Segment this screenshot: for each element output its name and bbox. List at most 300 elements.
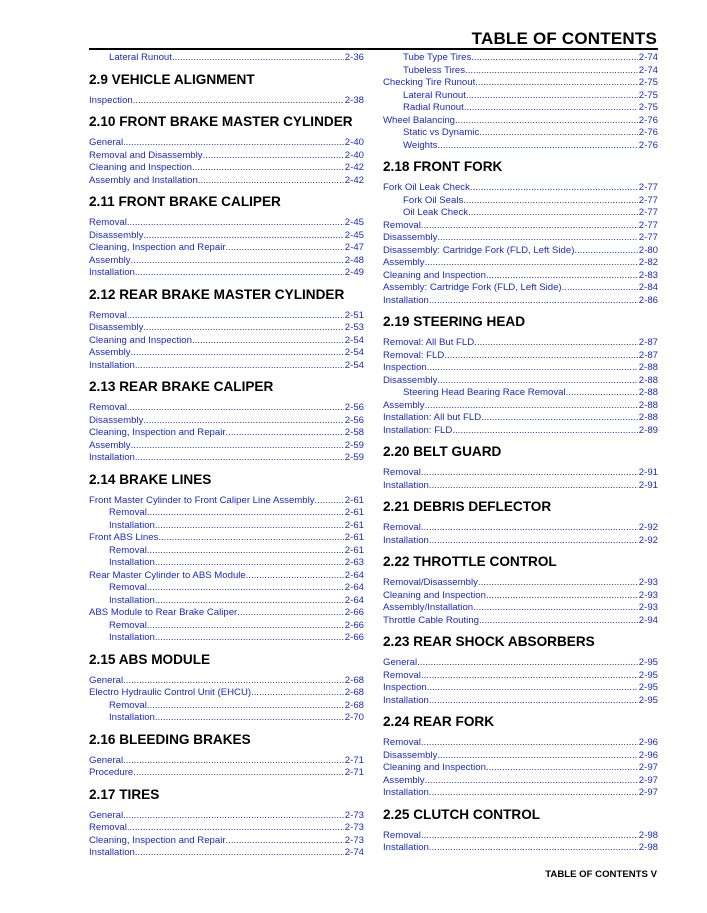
- toc-entry-page: 2-88: [638, 387, 658, 398]
- toc-entry-link[interactable]: [383, 65, 658, 78]
- toc-entry-page: 2-63: [344, 557, 364, 568]
- dot-leader: [429, 295, 638, 308]
- toc-entry-title: Assembly: [89, 254, 131, 266]
- toc-entry-title: Rear Master Cylinder to ABS Module: [89, 569, 246, 581]
- toc-entry-link[interactable]: [89, 835, 364, 848]
- toc-entry-title: Installation: [383, 842, 429, 853]
- toc-entry-page: 2-74: [638, 52, 658, 63]
- page-footer: TABLE OF CONTENTS V: [545, 869, 657, 880]
- dot-leader: [463, 195, 638, 208]
- dot-leader: [429, 842, 638, 855]
- toc-entry-link[interactable]: [383, 480, 658, 493]
- dot-leader: [486, 590, 638, 603]
- dot-leader: [475, 77, 638, 90]
- toc-entry-link[interactable]: [89, 267, 364, 280]
- toc-entry-link[interactable]: [89, 360, 364, 373]
- section-heading: 2.10 FRONT BRAKE MASTER CYLINDER: [89, 114, 353, 129]
- dot-leader: [421, 467, 638, 480]
- section-heading: 2.15 ABS MODULE: [89, 651, 211, 667]
- toc-entry-link[interactable]: [89, 755, 364, 768]
- toc-entry-title: Assembly and Installation: [89, 174, 198, 186]
- dot-leader: [466, 90, 638, 103]
- dot-leader: [452, 425, 637, 438]
- toc-entry-title: Removal: [383, 522, 421, 533]
- toc-entry-link[interactable]: [89, 767, 364, 780]
- toc-entry-link[interactable]: [383, 337, 658, 350]
- toc-entry-page: 2-64: [344, 594, 364, 606]
- toc-entry-page: 2-36: [344, 52, 364, 63]
- toc-entry-page: 2-61: [344, 519, 364, 531]
- toc-entry-link[interactable]: [89, 402, 364, 415]
- toc-entry-title: Inspection: [89, 94, 133, 106]
- dot-leader: [198, 175, 344, 188]
- dot-leader: [155, 712, 344, 725]
- toc-entry-page: 2-80: [638, 244, 658, 256]
- toc-entry-link[interactable]: [89, 632, 364, 645]
- dot-leader: [425, 775, 638, 788]
- toc-entry-title: Fork Oil Seals: [403, 194, 464, 206]
- toc-entry-title: Removal: [109, 699, 147, 711]
- toc-entry-title: Disassembly: [383, 232, 438, 243]
- section-heading: 2.23 REAR SHOCK ABSORBERS: [383, 634, 595, 649]
- toc-entry-page: 2-42: [344, 162, 364, 173]
- toc-entry-link[interactable]: [383, 400, 658, 413]
- toc-entry-link[interactable]: [89, 230, 364, 243]
- toc-entry-title: Lateral Runout: [403, 89, 466, 101]
- toc-entry-page: 2-76: [638, 114, 658, 126]
- toc-entry-page: 2-86: [638, 294, 658, 306]
- toc-entry-link[interactable]: [383, 270, 658, 283]
- toc-entry-page: 2-54: [344, 334, 364, 346]
- dot-leader: [147, 700, 344, 713]
- toc-entry-title: Installation: [109, 594, 155, 606]
- dot-leader: [479, 615, 638, 628]
- toc-entry-title: Assembly: [383, 399, 425, 411]
- toc-entry-link[interactable]: [383, 90, 658, 103]
- toc-entry-link[interactable]: [89, 137, 364, 150]
- toc-entry-link[interactable]: [89, 847, 364, 860]
- dot-leader: [172, 52, 344, 65]
- toc-entry-page: 2-58: [344, 427, 364, 438]
- toc-entry-link[interactable]: [383, 207, 658, 220]
- toc-entry-title: Installation: [383, 787, 429, 798]
- toc-entry-title: Cleaning and Inspection: [89, 334, 192, 346]
- toc-entry-page: 2-97: [638, 774, 658, 786]
- section-heading: 2.9 VEHICLE ALIGNMENT: [89, 71, 255, 87]
- section-heading: 2.13 REAR BRAKE CALIPER: [89, 379, 274, 394]
- toc-entry-title: Inspection: [383, 682, 427, 693]
- toc-entry-link[interactable]: [383, 522, 658, 535]
- dot-leader: [127, 310, 344, 323]
- toc-entry-link[interactable]: [89, 310, 364, 323]
- dot-leader: [427, 682, 638, 695]
- toc-entry-title: General: [89, 754, 124, 766]
- dot-leader: [566, 387, 638, 400]
- dot-leader: [123, 675, 344, 688]
- toc-entry-link[interactable]: [383, 52, 658, 65]
- toc-entry-link[interactable]: [383, 670, 658, 683]
- toc-entry-page: 2-54: [344, 347, 364, 358]
- toc-entry-page: 2-83: [638, 269, 658, 281]
- toc-entry-title: Cleaning, Inspection and Repair: [89, 242, 226, 253]
- toc-entry-title: Removal: FLD: [383, 349, 445, 361]
- dot-leader: [192, 162, 344, 175]
- toc-entry-link[interactable]: [89, 150, 364, 163]
- toc-right-column: [383, 52, 658, 855]
- dot-leader: [478, 577, 638, 590]
- toc-entry-link[interactable]: [383, 775, 658, 788]
- toc-entry-link[interactable]: [89, 532, 364, 545]
- toc-entry-page: 2-91: [638, 479, 658, 491]
- toc-entry-link[interactable]: [383, 590, 658, 603]
- toc-entry-title: Tubeless Tires: [403, 64, 466, 76]
- toc-entry-link[interactable]: [383, 115, 658, 128]
- toc-entry-link[interactable]: [383, 387, 658, 400]
- dot-leader: [473, 602, 638, 615]
- toc-entry-title: Installation: FLD: [383, 424, 453, 436]
- toc-entry-title: ABS Module to Rear Brake Caliper: [89, 607, 238, 618]
- dot-leader: [429, 480, 638, 493]
- toc-entry-link[interactable]: [383, 220, 658, 233]
- toc-entry-title: Throttle Cable Routing: [383, 614, 479, 626]
- dot-leader: [437, 140, 637, 153]
- toc-entry-link[interactable]: [89, 347, 364, 360]
- toc-entry-title: Removal: [383, 737, 421, 748]
- dot-leader: [429, 787, 638, 800]
- toc-entry-page: 2-97: [638, 762, 658, 773]
- toc-entry-title: Removal: [383, 219, 421, 231]
- toc-entry-page: 2-45: [344, 229, 364, 241]
- dot-leader: [421, 737, 638, 750]
- toc-entry-link[interactable]: [89, 427, 364, 440]
- toc-entry-link[interactable]: [383, 257, 658, 270]
- toc-entry-link[interactable]: [89, 162, 364, 175]
- dot-leader: [429, 695, 638, 708]
- toc-entry-title: Removal: [109, 544, 147, 556]
- dot-leader: [486, 762, 638, 775]
- toc-entry-title: Tube Type Tires: [403, 52, 472, 63]
- toc-entry-page: 2-42: [344, 174, 364, 186]
- toc-entry-page: 2-84: [638, 282, 658, 293]
- toc-entry-link[interactable]: [383, 657, 658, 670]
- toc-entry-link[interactable]: [383, 375, 658, 388]
- toc-entry-page: 2-38: [344, 94, 364, 106]
- toc-entry-page: 2-61: [344, 507, 364, 518]
- toc-entry-title: Installation: [89, 359, 135, 371]
- toc-entry-page: 2-71: [344, 754, 364, 766]
- toc-entry-page: 2-68: [344, 674, 364, 686]
- toc-entry-link[interactable]: [383, 602, 658, 615]
- toc-entry-link[interactable]: [383, 762, 658, 775]
- dot-leader: [574, 245, 637, 258]
- toc-entry-link[interactable]: [89, 712, 364, 725]
- toc-entry-page: 2-45: [344, 217, 364, 228]
- toc-left-column: [89, 52, 364, 860]
- toc-entry-page: 2-93: [638, 577, 658, 588]
- toc-entry-title: Installation: [89, 452, 135, 463]
- toc-entry-title: Cleaning and Inspection: [383, 589, 486, 601]
- toc-entry-title: Removal and Disassembly: [89, 149, 203, 161]
- toc-entry-link[interactable]: [383, 127, 658, 140]
- toc-entry-title: Installation: [109, 632, 155, 643]
- toc-entry-page: 2-95: [638, 694, 658, 706]
- toc-entry-page: 2-66: [344, 619, 364, 631]
- toc-entry-link[interactable]: [383, 412, 658, 425]
- toc-entry-page: 2-77: [638, 194, 658, 206]
- toc-entry-page: 2-70: [344, 712, 364, 723]
- toc-entry-link[interactable]: [89, 507, 364, 520]
- toc-entry-page: 2-59: [344, 452, 364, 463]
- toc-entry-page: 2-92: [638, 534, 658, 546]
- toc-entry-link[interactable]: [89, 440, 364, 453]
- toc-entry-link[interactable]: [89, 95, 364, 108]
- toc-entry-link[interactable]: [383, 787, 658, 800]
- dot-leader: [471, 52, 638, 65]
- toc-entry-link[interactable]: [89, 700, 364, 713]
- toc-entry-link[interactable]: [89, 217, 364, 230]
- toc-entry-link[interactable]: [383, 282, 658, 295]
- toc-entry-link[interactable]: [89, 557, 364, 570]
- toc-entry-title: Assembly/Installation: [383, 602, 474, 613]
- toc-entry-page: 2-75: [638, 102, 658, 113]
- toc-entry-title: Removal: [89, 822, 127, 833]
- toc-entry-link[interactable]: [89, 810, 364, 823]
- toc-entry-title: Installation: [383, 694, 429, 706]
- dot-leader: [123, 810, 344, 823]
- dot-leader: [237, 607, 344, 620]
- dot-leader: [226, 835, 344, 848]
- toc-entry-title: Removal: [109, 619, 147, 631]
- dot-leader: [143, 322, 343, 335]
- dot-leader: [127, 402, 344, 415]
- toc-entry-title: Assembly: [383, 257, 425, 268]
- toc-entry-link[interactable]: [89, 582, 364, 595]
- toc-entry-link[interactable]: [89, 52, 364, 65]
- toc-entry-page: 2-73: [344, 822, 364, 833]
- toc-entry-title: Steering Head Bearing Race Removal: [403, 387, 566, 398]
- toc-entry-page: 2-95: [638, 682, 658, 693]
- toc-entry-page: 2-88: [638, 374, 658, 386]
- toc-entry-link[interactable]: [89, 595, 364, 608]
- toc-entry-link[interactable]: [89, 335, 364, 348]
- toc-entry-link[interactable]: [89, 687, 364, 700]
- toc-entry-page: 2-48: [344, 254, 364, 266]
- toc-entry-title: Installation: [89, 267, 135, 278]
- toc-entry-page: 2-77: [638, 207, 658, 218]
- dot-leader: [246, 570, 344, 583]
- dot-leader: [155, 632, 344, 645]
- section-heading: 2.11 FRONT BRAKE CALIPER: [89, 194, 281, 209]
- toc-entry-link[interactable]: [383, 350, 658, 363]
- toc-entry-page: 2-64: [344, 569, 364, 581]
- toc-entry-link[interactable]: [383, 77, 658, 90]
- toc-entry-link[interactable]: [383, 140, 658, 153]
- dot-leader: [155, 520, 344, 533]
- toc-entry-link[interactable]: [89, 175, 364, 188]
- toc-entry-link[interactable]: [383, 245, 658, 258]
- dot-leader: [455, 115, 638, 128]
- toc-entry-title: Disassembly: [89, 322, 144, 333]
- toc-entry-link[interactable]: [89, 675, 364, 688]
- dot-leader: [437, 750, 637, 763]
- toc-entry-link[interactable]: [89, 520, 364, 533]
- dot-leader: [131, 347, 344, 360]
- dot-leader: [147, 582, 344, 595]
- toc-entry-title: Inspection: [383, 362, 427, 373]
- toc-entry-link[interactable]: [383, 295, 658, 308]
- toc-entry-title: Checking Tire Runout: [383, 77, 476, 88]
- dot-leader: [421, 670, 638, 683]
- toc-entry-page: 2-56: [344, 414, 364, 426]
- toc-entry-link[interactable]: [383, 842, 658, 855]
- toc-entry-title: Static vs Dynamic: [403, 127, 480, 138]
- toc-entry-page: 2-88: [638, 412, 658, 423]
- toc-entry-title: Front Master Cylinder to Front Caliper Line Assembly: [89, 494, 315, 506]
- toc-entry-link[interactable]: [89, 242, 364, 255]
- toc-entry-page: 2-77: [638, 182, 658, 193]
- toc-entry-link[interactable]: [89, 822, 364, 835]
- toc-entry-link[interactable]: [89, 322, 364, 335]
- toc-entry-title: Cleaning, Inspection and Repair: [89, 427, 226, 438]
- toc-entry-link[interactable]: [383, 182, 658, 195]
- toc-entry-link[interactable]: [383, 737, 658, 750]
- toc-entry-title: Cleaning and Inspection: [383, 269, 486, 281]
- toc-entry-title: Disassembly: Cartridge Fork (FLD, Left Side): [383, 244, 575, 256]
- header-rule: [89, 48, 658, 50]
- toc-entry-page: 2-95: [638, 669, 658, 681]
- dot-leader: [479, 127, 638, 140]
- section-heading: 2.25 CLUTCH CONTROL: [383, 806, 541, 822]
- toc-entry-link[interactable]: [383, 577, 658, 590]
- toc-entry-title: Installation: [383, 479, 429, 491]
- toc-entry-link[interactable]: [383, 695, 658, 708]
- toc-entry-page: 2-96: [638, 737, 658, 748]
- toc-entry-page: 2-66: [344, 632, 364, 643]
- toc-entry-title: Removal: [383, 669, 421, 681]
- dot-leader: [133, 767, 344, 780]
- dot-leader: [437, 375, 637, 388]
- toc-entry-page: 2-73: [344, 809, 364, 821]
- dot-leader: [421, 220, 638, 233]
- dot-leader: [135, 452, 344, 465]
- toc-entry-page: 2-77: [638, 232, 658, 243]
- toc-entry-title: Radial Runout: [403, 102, 464, 113]
- toc-entry-link[interactable]: [89, 545, 364, 558]
- toc-entry-title: Installation: [109, 712, 155, 723]
- toc-entry-link[interactable]: [383, 682, 658, 695]
- section-heading: 2.22 THROTTLE CONTROL: [383, 554, 557, 569]
- toc-entry-title: Installation: [109, 519, 155, 531]
- dot-leader: [562, 282, 638, 295]
- dot-leader: [486, 270, 638, 283]
- toc-entry-title: Disassembly: [383, 749, 438, 761]
- toc-entry-page: 2-71: [344, 767, 364, 778]
- toc-entry-link[interactable]: [383, 467, 658, 480]
- toc-entry-link[interactable]: [89, 607, 364, 620]
- dot-leader: [131, 440, 344, 453]
- toc-entry-title: Oil Leak Check: [403, 207, 469, 218]
- dot-leader: [421, 522, 638, 535]
- toc-entry-page: 2-87: [638, 349, 658, 361]
- toc-entry-title: Weights: [403, 139, 438, 151]
- toc-entry-page: 2-54: [344, 359, 364, 371]
- toc-entry-link[interactable]: [383, 102, 658, 115]
- toc-entry-title: General: [383, 657, 418, 668]
- toc-entry-page: 2-66: [344, 607, 364, 618]
- toc-entry-title: Removal: [109, 507, 147, 518]
- toc-entry-page: 2-76: [638, 127, 658, 138]
- toc-entry-link[interactable]: [89, 495, 364, 508]
- dot-leader: [468, 207, 638, 220]
- toc-entry-page: 2-96: [638, 749, 658, 761]
- toc-entry-link[interactable]: [383, 750, 658, 763]
- dot-leader: [444, 350, 637, 363]
- toc-entry-title: Disassembly: [383, 374, 438, 386]
- section-heading: 2.12 REAR BRAKE MASTER CYLINDER: [89, 286, 345, 302]
- toc-entry-page: 2-49: [344, 267, 364, 278]
- toc-entry-page: 2-40: [344, 149, 364, 161]
- toc-entry-link[interactable]: [383, 362, 658, 375]
- toc-entry-title: General: [89, 137, 124, 148]
- toc-entry-page: 2-47: [344, 242, 364, 253]
- dot-leader: [123, 755, 344, 768]
- toc-entry-page: 2-82: [638, 257, 658, 268]
- toc-entry-title: Cleaning, Inspection and Repair: [89, 834, 226, 846]
- toc-entry-link[interactable]: [89, 570, 364, 583]
- toc-entry-page: 2-89: [638, 424, 658, 436]
- toc-entry-link[interactable]: [383, 830, 658, 843]
- section-heading: 2.20 BELT GUARD: [383, 444, 502, 459]
- toc-entry-page: 2-98: [638, 829, 658, 841]
- dot-leader: [133, 95, 344, 108]
- dot-leader: [425, 400, 638, 413]
- toc-entry-link[interactable]: [383, 232, 658, 245]
- toc-entry-link[interactable]: [89, 255, 364, 268]
- toc-entry-link[interactable]: [89, 452, 364, 465]
- section-heading: 2.17 TIRES: [89, 786, 160, 802]
- toc-entry-page: 2-95: [638, 657, 658, 668]
- section-heading: 2.14 BRAKE LINES: [89, 471, 212, 487]
- toc-entry-title: Cleaning and Inspection: [383, 762, 486, 773]
- dot-leader: [427, 362, 638, 375]
- toc-entry-link[interactable]: [383, 615, 658, 628]
- toc-entry-title: Wheel Balancing: [383, 114, 455, 126]
- toc-entry-page: 2-93: [638, 589, 658, 601]
- toc-entry-title: Removal/Disassembly: [383, 577, 478, 588]
- toc-entry-page: 2-75: [638, 77, 658, 88]
- toc-entry-title: Assembly: [383, 774, 425, 786]
- dot-leader: [155, 595, 344, 608]
- toc-entry-page: 2-68: [344, 687, 364, 698]
- dot-leader: [123, 137, 344, 150]
- toc-entry-link[interactable]: [383, 535, 658, 548]
- toc-entry-page: 2-75: [638, 89, 658, 101]
- dot-leader: [417, 657, 638, 670]
- toc-entry-title: Lateral Runout: [109, 52, 172, 63]
- toc-entry-page: 2-88: [638, 399, 658, 411]
- section-heading: 2.24 REAR FORK: [383, 714, 495, 729]
- toc-entry-link[interactable]: [89, 620, 364, 633]
- toc-entry-link[interactable]: [89, 415, 364, 428]
- dot-leader: [127, 217, 344, 230]
- toc-entry-link[interactable]: [383, 195, 658, 208]
- toc-entry-title: Fork Oil Leak Check: [383, 182, 470, 193]
- toc-entry-link[interactable]: [383, 425, 658, 438]
- dot-leader: [470, 182, 638, 195]
- section-heading: 2.21 DEBRIS DEFLECTOR: [383, 499, 552, 514]
- dot-leader: [481, 412, 638, 425]
- dot-leader: [203, 150, 344, 163]
